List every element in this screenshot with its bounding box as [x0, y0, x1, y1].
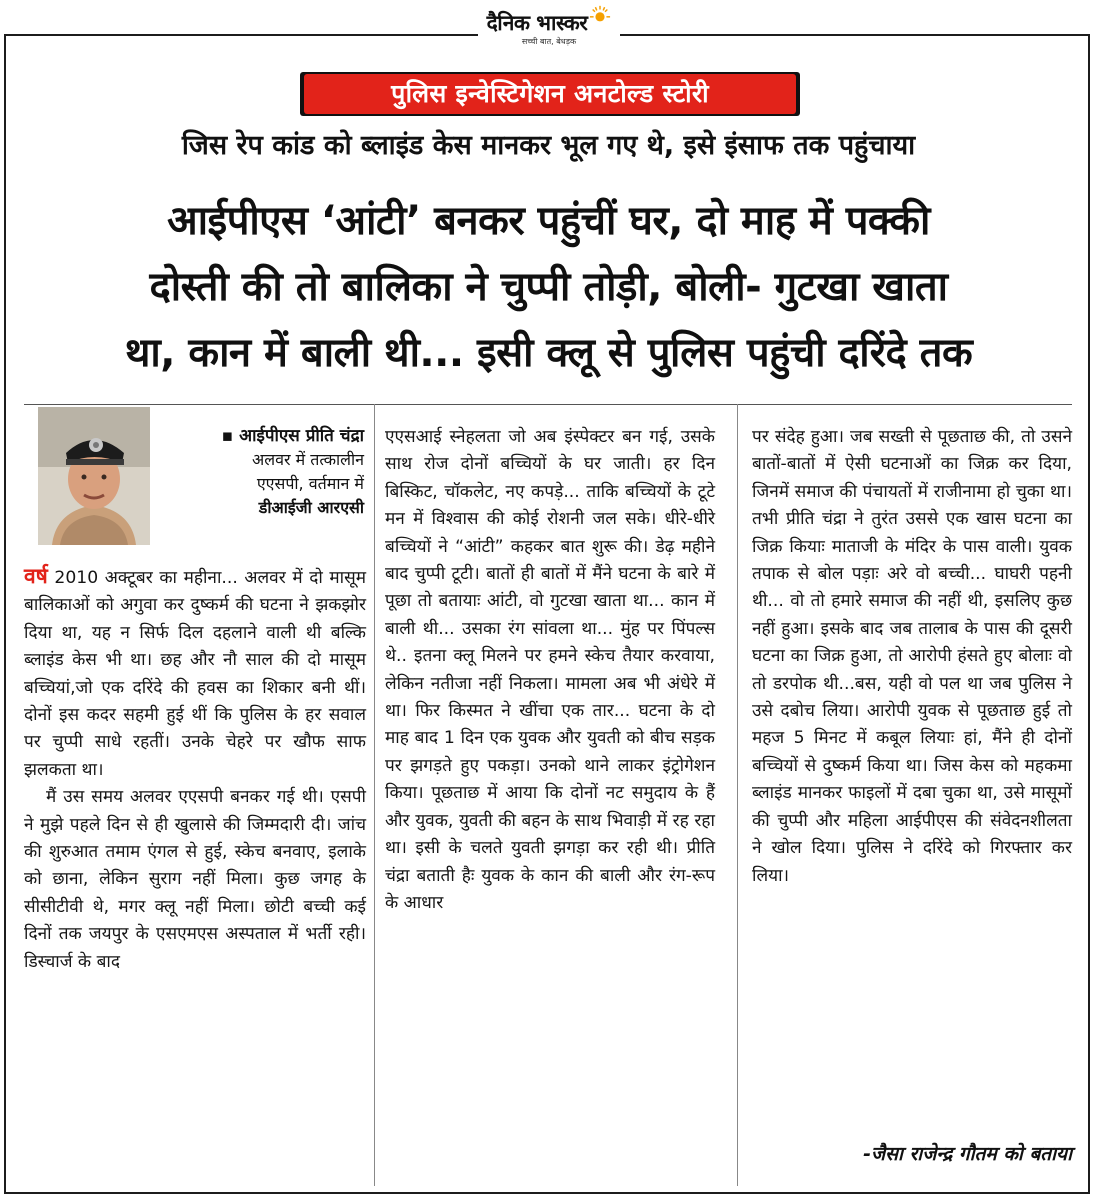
article-column-3 [752, 424, 1072, 890]
column-3-paragraph: पर संदेह हुआ। जब सख्ती से पूछताछ की, तो उसने बातों-बातों में ऐसी घटनाओं का जिक्र कर दिया, जिनमें समाज की पंचायतों में राजीनामा हो चुका था। तभी प्रीति चंद्रा ने तुरंत उससे एक खास घटना का जिक्र कियाः माताजी के मंदिर के पास वाली। युवक तपाक से बोल पड़ाः अरे वो बच्ची... घाघरी पहनी थी... वो तो हमारे समाज की नहीं थी, इसलिए कुछ नहीं हुआ। इसके बाद जब तालाब के पास की दूसरी घटना का जिक्र हुआ, तो आरोपी हंसते हुए बोलाः वो तो डरपोक थी...बस, यही वो पल था जब पुलिस ने उसे दबोच लिया। आरोपी युवक से पूछताछ हुई तो महज 5 मिनट में कबूल लियाः हां, मैंने ही दोनों बच्चियों से दुष्कर्म किया था। जिस केस को महकमा ब्लाइंड मानकर फाइलों में दबा चुका था, उसे मासूमों की चुप्पी और महिला आईपीएस की संवेदनशीलता ने खोल दिया। पुलिस ने दरिंदे को गिरफ्तार कर लिया। [752, 427, 1072, 886]
author-photo [38, 407, 150, 545]
headline-divider [24, 404, 1072, 405]
masthead [478, 0, 620, 66]
headline-line-3: था, कान में बाली थी... इसी क्लू से पुलिस पहुंची दरिंदे तक [124, 330, 973, 376]
column-1-paragraph-1: 2010 अक्टूबर का महीना... अलवर में दो मासूम बालिकाओं को अगुवा कर दुष्कर्म की घटना ने झकझोर दिया था, यह न सिर्फ दिल दहलाने वाली थी बल्कि ब्लाइंड केस भी था। छह और नौ साल की दो मासूम बच्चियां,जो एक दरिंदे की हवस का शिकार बनी थीं। दोनों इस कदर सहमी हुई थीं कि पुलिस के हर सवाल पर चुप्पी साधे रहतीं। उनके चेहरे पर खौफ साफ झलकता था। [24, 568, 366, 780]
article-column-2 [385, 424, 715, 917]
story-credit: -जैसा राजेन्द्र गौतम को बताया [863, 1143, 1072, 1165]
headline-line-1: आईपीएस ‘आंटी’ बनकर पहुंचीं घर, दो माह में पक्की [167, 198, 930, 244]
masthead-tagline: सच्ची बात, बेधड़क [521, 37, 577, 46]
author-role-line-2: एएसपी, वर्तमान में [256, 474, 364, 493]
article-column-1 [24, 563, 366, 976]
author-name: ▪ आईपीएस प्रीति चंद्रा [221, 426, 364, 446]
officer-portrait-icon [38, 407, 150, 545]
column-2-paragraph: एएसआई स्नेहलता जो अब इंस्पेक्टर बन गई, उसके साथ रोज दोनों बच्चियों के घर जाती। हर दिन बिस्किट, चॉकलेट, नए कपड़े... ताकि बच्चियों के टूटे मन में विश्वास की कोई रोशनी जल सके। धीरे-धीरे बच्चियों ने “आंटी” कहकर बात शुरू की। डेढ़ महीने बाद चुप्पी टूटी। बातों ही बातों में मैंने घटना के बारे में पूछा तो बतायाः आंटी, वो गुटखा खाता था... कान में बाली थी... उसका रंग सांवला था... मुंह पर पिंपल्स थे.. इतना क्लू मिलने पर हमने स्केच तैयार करवाया, लेकिन नतीजा नहीं निकला। मामला अब भी अंधेरे में था। फिर किस्मत ने खींचा एक तार... घटना के दो माह बाद 1 दिन एक युवक और युवती को बीच सड़क पर झगड़ते हुए पकड़ा। उनको थाने लाकर इंट्रोगेशन किया। पूछताछ में आया कि दोनों नट समुदाय के हैं और युवक, युवती की बहन के साथ भिवाड़ी में रह रहा था। इसी के चलते युवती झगड़ा कर रही थी। प्रीति चंद्रा बताती हैः युवक के कान की बाली और रंग-रूप के आधार [385, 427, 715, 913]
masthead-brand: दैनिक भास्कर [486, 11, 588, 35]
subheadline: जिस रेप कांड को ब्लाइंड केस मानकर भूल गए थे, इसे इंसाफ तक पहुंचाया [181, 130, 916, 161]
drop-word: वर्ष [24, 564, 48, 588]
column-divider-1 [374, 404, 375, 1186]
headline-line-2: दोस्ती की तो बालिका ने चुप्पी तोड़ी, बोली- गुटखा खाता [149, 264, 948, 310]
column-1-paragraph-2: मैं उस समय अलवर एएसपी बनकर गई थी। एसपी ने मुझे पहले दिन से ही खुलासे की जिम्मदारी दी। जांच की शुरुआत तमाम एंगल से हुई, स्केच बनवाए, इलाके को छाना, लेकिन सुराग नहीं मिला। कुछ जगह के सीसीटीवी थे, मगर क्लू नहीं मिला। छोटी बच्ची कई दिनों तक जयपुर के एसएमएस अस्पताल में भर्ती रही। डिस्चार्ज के बाद [24, 787, 366, 972]
column-divider-2 [737, 404, 738, 1186]
headline [0, 188, 1097, 386]
section-label: पुलिस इन्वेस्टिगेशन अनटोल्ड स्टोरी [304, 74, 796, 114]
author-role-line-3: डीआईजी आरएसी [258, 498, 364, 517]
sun-logo-icon [589, 4, 611, 26]
author-role-line-1: अलवर में तत्कालीन [252, 450, 364, 469]
byline [162, 424, 364, 520]
